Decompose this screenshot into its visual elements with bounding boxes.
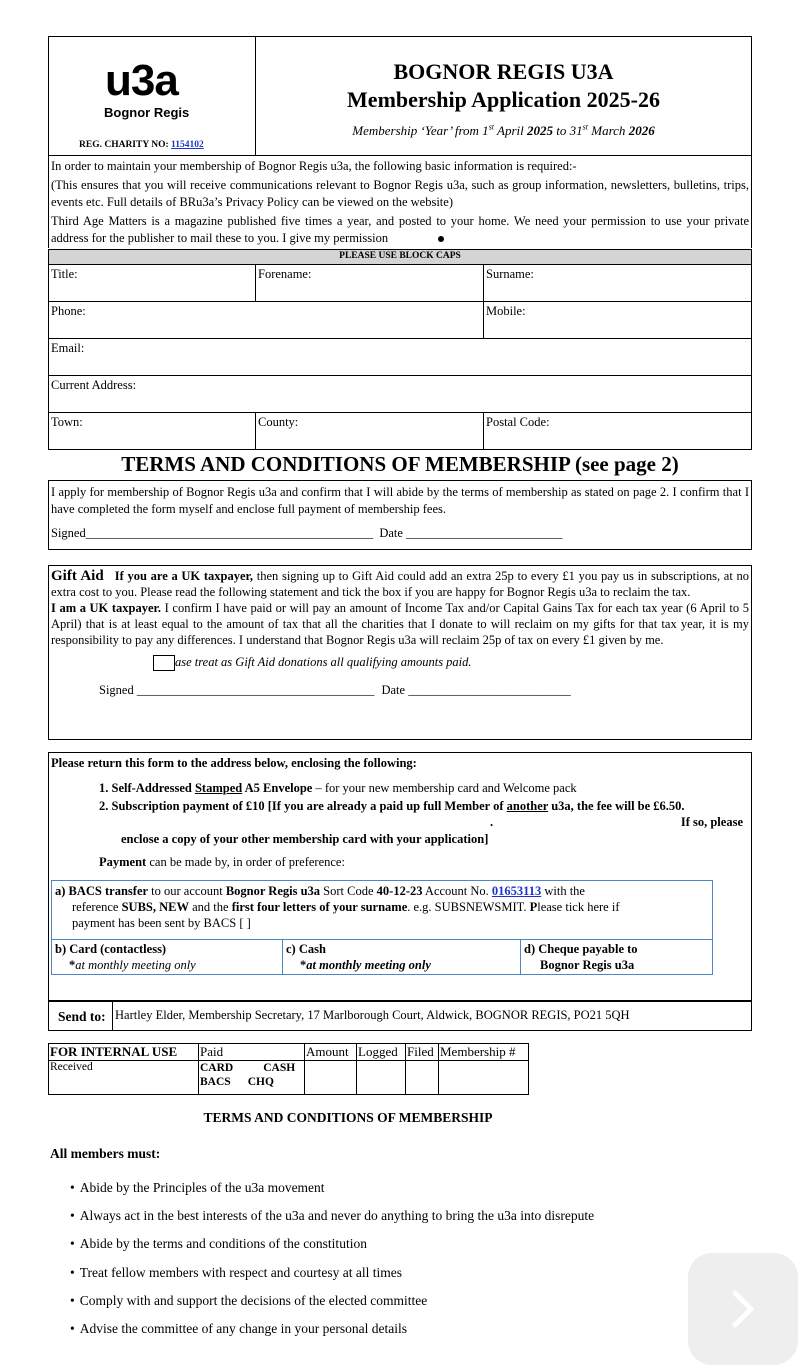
date-field[interactable]: Date _________________________ — [379, 526, 563, 540]
email-row — [48, 339, 752, 376]
gift-aid-intro: Gift Aid If you are a UK taxpayer, then signing up to Gift Aid could add an extra 25p to every £1 you pay us in subscriptions, at no extra cost to you. Please read the following statement and tick the box if you are happy for Bognor Regis u3a to reclaim the tax. — [51, 568, 750, 599]
intro-p3: Third Age Matters is a magazine published five times a year, and posted to your home. We need your permission to use your private address for the publisher to mail these to you. I give my permission — [51, 214, 749, 245]
gift-aid-date-field[interactable]: Date __________________________ — [381, 683, 571, 698]
payment-options-row — [51, 940, 713, 975]
gift-aid-section — [48, 565, 752, 740]
permission-radio[interactable] — [438, 236, 444, 242]
logo-subtitle: Bognor Regis — [104, 105, 190, 120]
forename-field[interactable]: Forename: — [256, 265, 484, 301]
internal-header-row: FOR INTERNAL USE Paid Amount Logged Filed Membership # — [49, 1044, 529, 1061]
intro-p2: (This ensures that you will receive communications relevant to Bognor Regis u3a, such as group information, newsletters, bulletins, trips, events etc. Full details of BRu3a’s Privacy Policy can be viewed on the website) — [51, 178, 749, 209]
terms-title: TERMS AND CONDITIONS OF MEMBERSHIP — [203, 1110, 493, 1125]
bacs-tick-line[interactable]: payment has been sent by BACS [ ] — [72, 916, 251, 930]
declaration-signature-line — [51, 525, 749, 542]
return-item-2-ifso: If so, please — [680, 815, 743, 829]
return-item-1: 1. Self-Addressed Stamped A5 Envelope – for your new membership card and Welcome pack — [99, 781, 577, 795]
surname-field[interactable]: Surname: — [486, 267, 534, 281]
charity-number: REG. CHARITY NO: 1154102 — [79, 140, 204, 150]
town-row — [48, 413, 752, 450]
intro-text — [48, 156, 752, 248]
phone-field[interactable]: Phone: — [49, 302, 484, 338]
chevron-right-icon — [721, 1287, 765, 1331]
form-title: Membership Application 2025-26 — [347, 87, 660, 112]
return-item-2-cont: enclose a copy of your other membership card with your application] — [121, 832, 489, 846]
block-caps-note: PLEASE USE BLOCK CAPS — [48, 249, 752, 265]
cheque-option: d) Cheque payable to Bognor Regis u3a — [524, 942, 638, 972]
gift-aid-checkbox[interactable] — [153, 655, 175, 671]
gift-aid-declaration: I am a UK taxpayer. I confirm I have paid or will pay an amount of Income Tax and/or Capital Gains Tax for each tax year (6 April to 5 April) that is at least equal to the amount of tax that all the charities that I donate to will reclaim on my gifts for that tax year, it is my responsibility to pay any differences. I understand that Bognor Regis u3a will reclaim 25p of tax on every £1 given by me. — [51, 601, 749, 647]
address-field[interactable]: Current Address: — [51, 378, 137, 392]
phone-row — [48, 302, 752, 339]
return-instructions — [48, 752, 752, 1002]
card-option: b) Card (contactless) *at monthly meeting only — [52, 940, 283, 974]
list-item: • Advise the committee of any change in your personal details — [70, 1321, 594, 1349]
title-field[interactable]: Title: — [49, 265, 256, 301]
list-item: • Always act in the best interests of the u3a and never do anything to bring the u3a into disrepute — [70, 1208, 594, 1236]
terms-list — [70, 1180, 594, 1349]
next-page-button[interactable] — [688, 1253, 798, 1365]
title-cell — [256, 37, 751, 155]
return-heading: Please return this form to the address below, enclosing the following: — [51, 756, 417, 770]
terms-heading: TERMS AND CONDITIONS OF MEMBERSHIP (see page 2) — [121, 452, 679, 476]
send-to-address: Hartley Elder, Membership Secretary, 17 Marlborough Court, Aldwick, BOGNOR REGIS, PO21 5QH — [115, 1008, 630, 1022]
logged-cell[interactable] — [357, 1061, 406, 1095]
amount-cell[interactable] — [305, 1061, 357, 1095]
internal-data-row: Received CARD CASH BACS CHQ — [49, 1061, 529, 1095]
internal-use-table — [48, 1043, 529, 1095]
return-item-2-dot: . — [490, 815, 494, 829]
gift-aid-signed-field[interactable]: Signed ______________________________________ — [99, 683, 375, 698]
logo-cell — [49, 37, 256, 155]
town-field[interactable]: Town: — [49, 413, 256, 449]
membership-year: Membership ‘Year’ from 1st April 2025 to 31st March 2026 — [352, 122, 655, 138]
u3a-logo: u3a — [105, 56, 178, 105]
gift-aid-title: Gift Aid — [51, 568, 104, 584]
declaration-text: I apply for membership of Bognor Regis u3a and confirm that I will abide by the terms of membership as stated on page 2. I confirm that I have completed the form myself and enclose full payment of membership fees. — [51, 485, 749, 516]
return-item-2: 2. Subscription payment of £10 [If you are already a paid up full Member of another u3a, the fee will be £6.50. — [99, 799, 685, 813]
mobile-field[interactable]: Mobile: — [486, 304, 526, 318]
membership-number-cell[interactable] — [439, 1061, 529, 1095]
account-number-link[interactable]: 01653113 — [491, 884, 542, 898]
list-item: • Comply with and support the decisions of the elected committee — [70, 1293, 594, 1321]
gift-aid-signature-line — [51, 682, 749, 698]
org-title: BOGNOR REGIS U3A — [393, 59, 614, 84]
list-item: • Abide by the terms and conditions of the constitution — [70, 1236, 594, 1264]
name-row — [48, 265, 752, 302]
gift-aid-checkbox-row: ase treat as Gift Aid donations all qualifying amounts paid. — [51, 654, 749, 671]
signed-field[interactable]: Signed______________________________________________ — [51, 526, 374, 540]
address-row — [48, 376, 752, 413]
cash-option: c) Cash *at monthly meeting only — [283, 940, 521, 974]
send-to-label: Send to: — [49, 1001, 113, 1030]
email-field[interactable]: Email: — [51, 341, 85, 355]
payment-methods-intro: Payment can be made by, in order of preference: — [99, 855, 345, 869]
application-declaration — [48, 480, 752, 550]
list-item: • Abide by the Principles of the u3a movement — [70, 1180, 594, 1208]
form-header — [48, 36, 752, 156]
send-to-box — [48, 1000, 752, 1031]
filed-cell[interactable] — [406, 1061, 439, 1095]
list-item: • Treat fellow members with respect and courtesy at all times — [70, 1265, 594, 1293]
bacs-option: a) BACS transfer to our account Bognor Regis u3a Sort Code 40-12-23 Account No. 01653113 with the reference SUBS, NEW and the first four letters of your surname. e.g. SUBSNEWSMIT. Please tick here if payment has been sent by BACS [ ] — [51, 880, 713, 940]
postcode-field[interactable]: Postal Code: — [486, 415, 550, 429]
all-members-must: All members must: — [50, 1146, 161, 1161]
county-field[interactable]: County: — [256, 413, 484, 449]
intro-p1: In order to maintain your membership of Bognor Regis u3a, the following basic information is required:- — [51, 159, 577, 173]
charity-number-link[interactable]: 1154102 — [171, 140, 204, 150]
